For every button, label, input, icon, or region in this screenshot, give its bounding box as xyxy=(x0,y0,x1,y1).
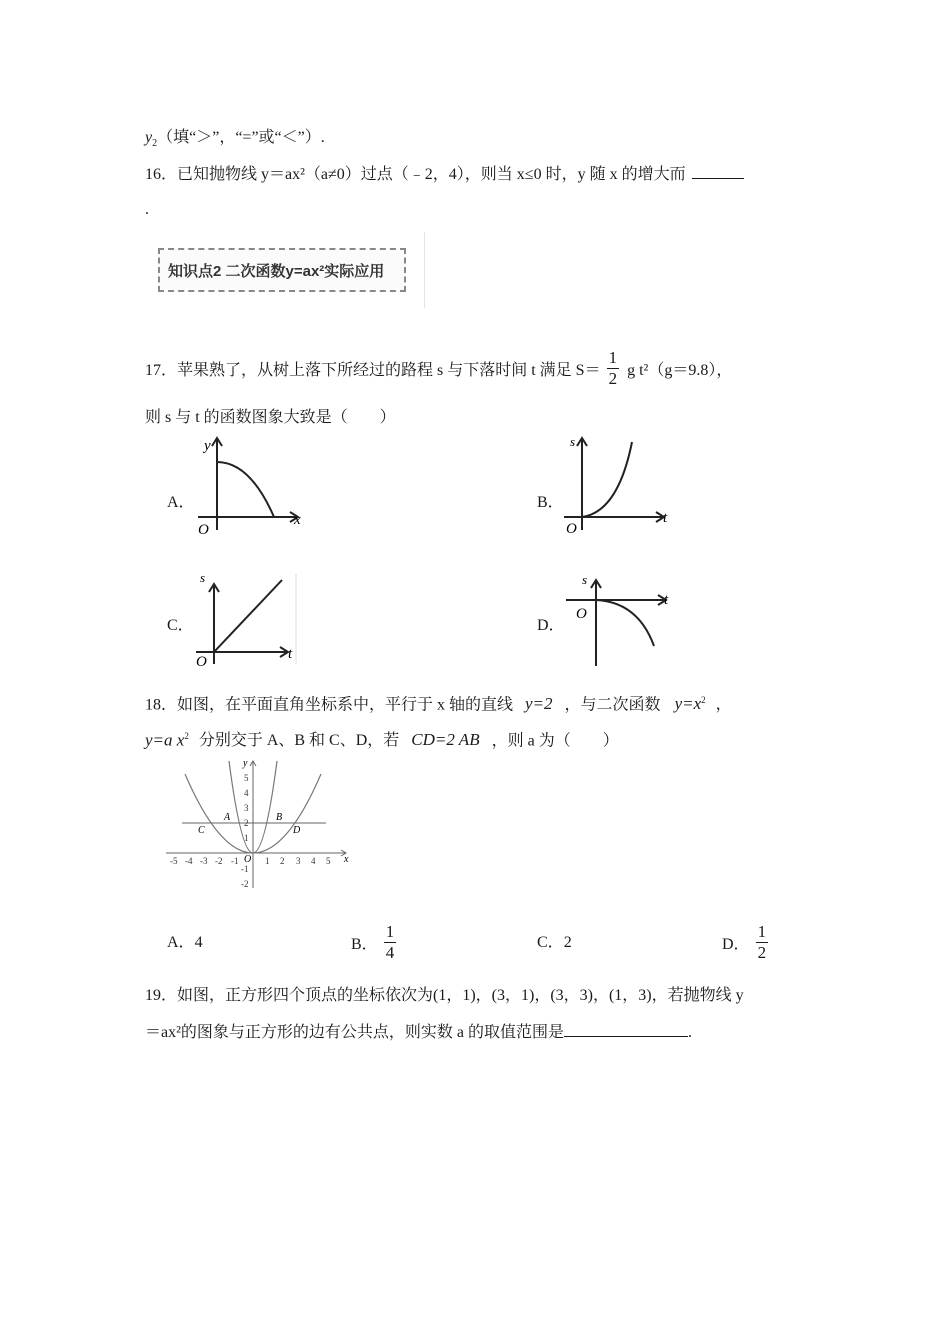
q18-point-d: D xyxy=(293,825,301,836)
q19-line2 xyxy=(145,1020,692,1045)
q17-suffix: g t²（g＝9.8）， xyxy=(627,361,733,379)
q18-point-c: C xyxy=(198,825,205,836)
q18-option-d-fraction xyxy=(756,922,769,963)
q18-option-d-den: 2 xyxy=(757,942,767,962)
q17-graph-b xyxy=(560,432,676,538)
q19-end: . xyxy=(688,1024,693,1041)
graph-d-y-label: s xyxy=(582,572,588,587)
q18-y-tick: 1 xyxy=(244,833,249,843)
q17-option-b-label[interactable]: B． xyxy=(537,494,564,511)
q18-x-tick: -2 xyxy=(215,856,223,866)
q18-x-tick: -1 xyxy=(231,856,239,866)
q16-end: . xyxy=(145,201,149,218)
q17-graph-c xyxy=(190,568,300,670)
q18-option-a[interactable] xyxy=(167,931,203,955)
q18-option-c-label: C． xyxy=(537,934,564,951)
q18-x-tick: 1 xyxy=(265,856,270,866)
q15-text: （填“＞”，“=”或“＜”）. xyxy=(157,129,325,146)
q18-option-d[interactable] xyxy=(722,920,768,964)
q18-x-tick: 2 xyxy=(280,856,285,866)
knowledge-point-box xyxy=(158,248,406,292)
graph-c-line xyxy=(214,580,282,652)
graph-c-x-label: t xyxy=(288,646,293,662)
q17-frac-den: 2 xyxy=(608,368,618,388)
graph-a-y-label: y xyxy=(204,438,211,454)
q16-question xyxy=(145,162,744,187)
q18-x-tick: -4 xyxy=(185,856,193,866)
q18-y-label: y xyxy=(243,758,248,769)
graph-d-origin: O xyxy=(576,606,587,622)
q18-option-d-num: 1 xyxy=(757,921,767,941)
graph-c-origin: O xyxy=(196,654,207,670)
q18-y-tick: 4 xyxy=(244,788,249,798)
q17-option-c-label[interactable]: C． xyxy=(167,617,194,634)
q18-x-tick: 3 xyxy=(296,856,301,866)
q18-option-c-value: 2 xyxy=(563,934,572,951)
q16-answer-blank[interactable] xyxy=(692,162,744,179)
q18-line1 xyxy=(145,688,732,712)
q18-x-tick: -3 xyxy=(200,856,208,866)
q18-y-ticks xyxy=(241,773,252,889)
q17-line2: 则 s 与 t 的函数图象大致是（ ） xyxy=(145,409,396,426)
q18-x-tick: -5 xyxy=(170,856,178,866)
q17-option-d-label[interactable]: D． xyxy=(537,617,565,634)
q18-y-tick: -1 xyxy=(241,864,249,874)
knowledge-point-label: 知识点2 二次函数y=ax²实际应用 xyxy=(168,262,385,280)
q18-option-b-fraction xyxy=(384,922,397,963)
q18-point-b: B xyxy=(276,812,283,823)
q18-eq4: CD=2 AB xyxy=(411,730,480,750)
graph-b-y-label: s xyxy=(570,434,576,449)
q18-option-a-label: A． xyxy=(167,934,195,951)
q18-eq3: y=a x xyxy=(145,730,185,750)
q18-line2 xyxy=(145,724,619,748)
q18-eq2: y=x xyxy=(674,694,702,714)
graph-b-x-label: t xyxy=(663,510,668,526)
q18-x-label: x xyxy=(344,854,349,865)
q18-option-b-num: 1 xyxy=(385,921,395,941)
q17-fraction xyxy=(607,348,620,389)
q18-x-tick: 4 xyxy=(311,856,316,866)
q19-answer-blank[interactable] xyxy=(564,1020,688,1037)
divider xyxy=(424,232,425,308)
q18-x-tick: 5 xyxy=(326,856,331,866)
graph-b-curve xyxy=(582,442,632,517)
graph-a-x-label: x xyxy=(294,512,301,528)
q15-sub: 2 xyxy=(152,138,158,150)
q18-eq3-exp: 2 xyxy=(184,731,189,741)
q18-part2: ，与二次函数 xyxy=(564,696,661,714)
q18-part1: 18．如图，在平面直角坐标系中，平行于 x 轴的直线 xyxy=(145,696,514,714)
q15-tail xyxy=(145,126,325,156)
q18-y-tick: 5 xyxy=(244,773,249,783)
q18-eq2-exp: 2 xyxy=(701,695,706,705)
q18-option-c[interactable] xyxy=(537,931,572,955)
q18-part5: ，则 a 为（ ） xyxy=(491,732,619,750)
q18-part4: 分别交于 A、B 和 C、D，若 xyxy=(198,732,400,750)
q18-option-a-value: 4 xyxy=(194,934,203,951)
graph-a-curve xyxy=(217,462,274,517)
q18-part3: ， xyxy=(715,696,732,714)
graph-d-x-label: t xyxy=(664,592,669,608)
graph-a-origin: O xyxy=(198,522,209,538)
graph-c-y-label: s xyxy=(200,570,206,585)
q17-option-a-label[interactable]: A． xyxy=(167,494,195,511)
q18-y-tick: -2 xyxy=(241,879,249,889)
q18-point-a: A xyxy=(224,812,231,823)
q15-var: y xyxy=(145,129,153,146)
q17-frac-num: 1 xyxy=(608,347,618,367)
q18-option-b-label: B． xyxy=(351,935,378,953)
q17-prefix: 17．苹果熟了，从树上落下所经过的路程 s 与下落时间 t 满足 S＝ xyxy=(145,361,601,379)
q17-graph-a xyxy=(190,432,310,538)
q18-y-tick: 2 xyxy=(244,818,249,828)
q18-option-b-den: 4 xyxy=(385,942,395,962)
q16-text: 16．已知抛物线 y＝ax²（a≠0）过点（﹣2，4），则当 x≤0 时，y 随 x 的增大而 xyxy=(145,166,686,183)
q18-y-tick: 3 xyxy=(244,803,249,813)
q18-eq1: y=2 xyxy=(525,694,553,714)
q18-origin: O xyxy=(244,854,252,865)
q19-line1: 19．如图，正方形四个顶点的坐标依次为(1，1)，(3，1)，(3，3)，(1，3)，若抛物线 y xyxy=(145,987,744,1004)
q18-graph xyxy=(160,756,360,892)
q19-text: ＝ax²的图象与正方形的边有公共点，则实数 a 的取值范围是 xyxy=(145,1024,565,1041)
q17-graph-d xyxy=(560,572,676,668)
q18-option-b[interactable] xyxy=(351,920,396,964)
graph-b-origin: O xyxy=(566,521,577,537)
graph-d-curve xyxy=(596,600,654,646)
q18-option-d-label: D． xyxy=(722,935,750,953)
q17-question xyxy=(145,346,732,390)
